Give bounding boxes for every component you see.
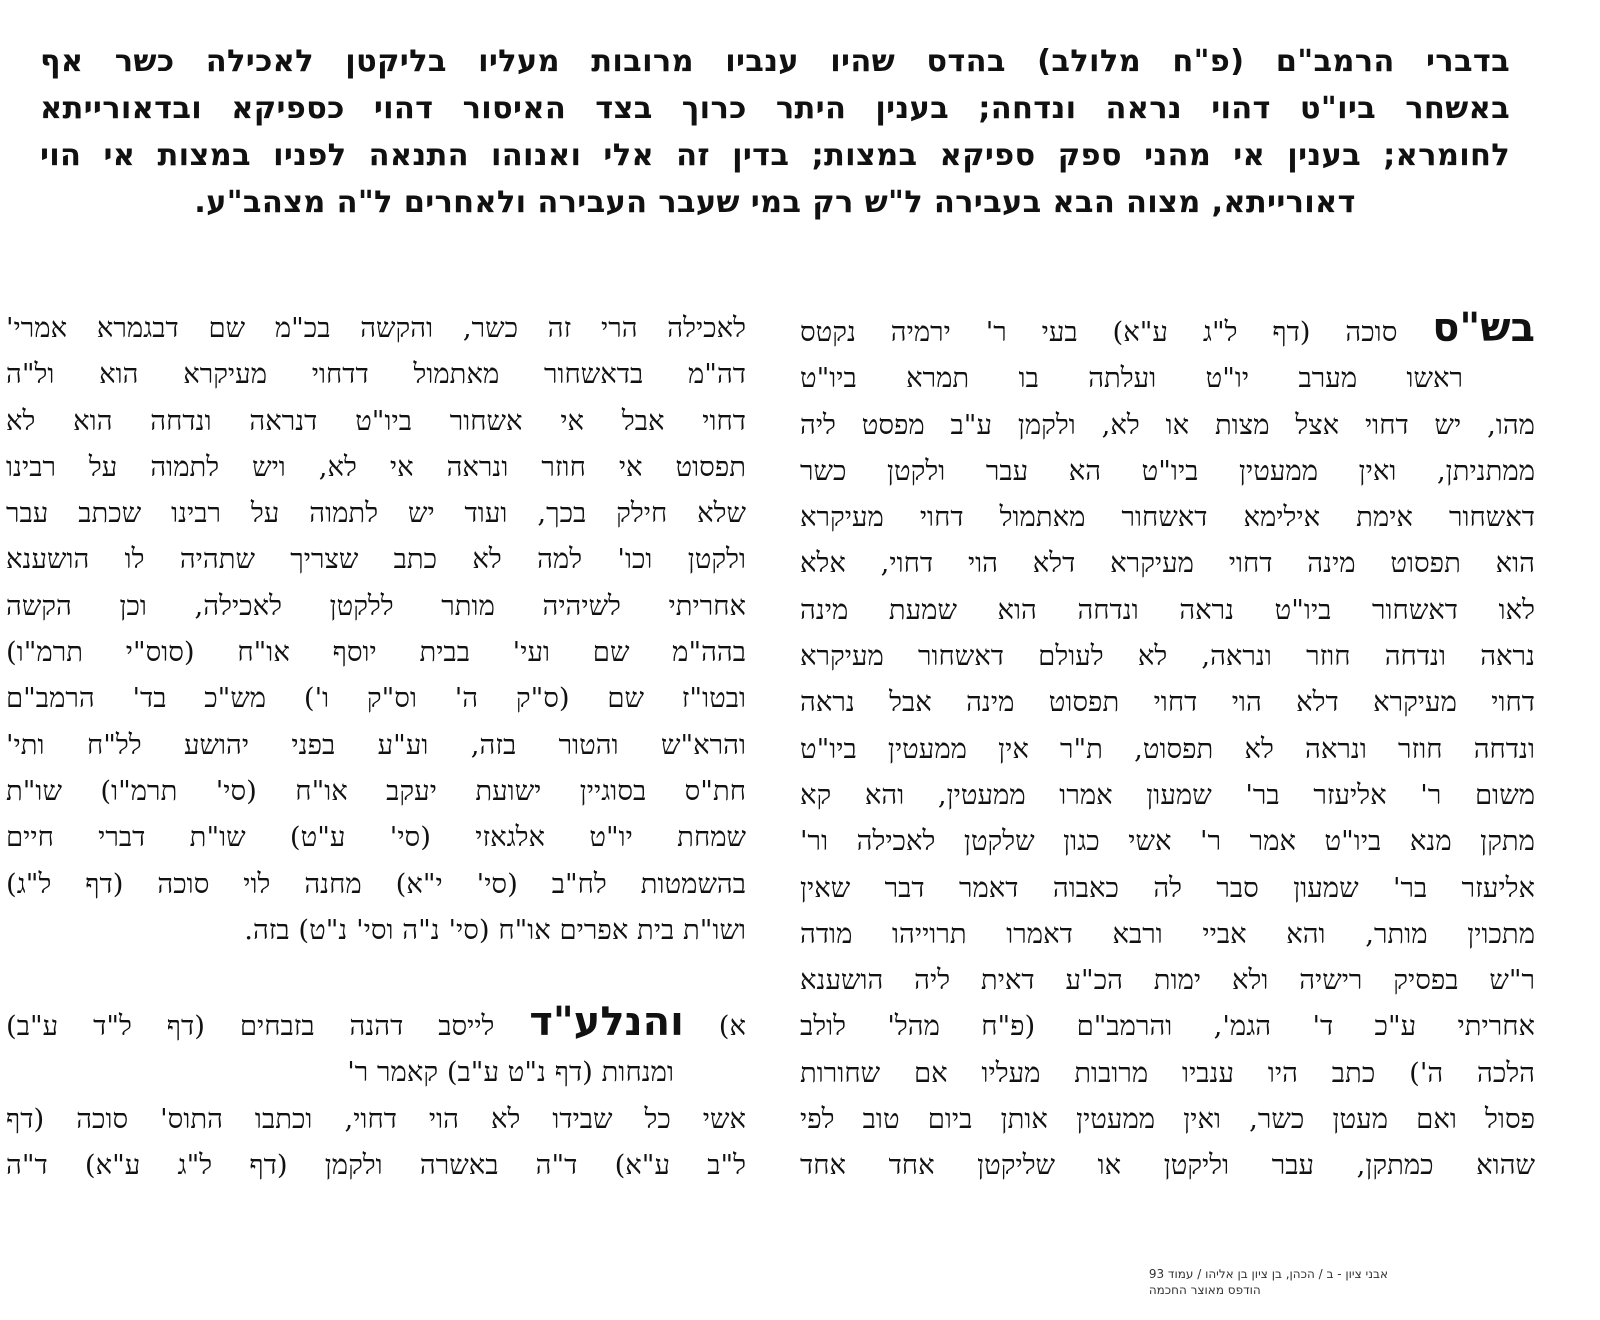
body-line: לאו דאשחור ביו"ט נראה ונדחה הוא שמעת מינה (800, 593, 1535, 626)
chapter-summary (40, 38, 1510, 226)
body-line: נראה ונדחה חוזר ונראה, לא לעולם דאשחור מעיקרא (800, 640, 1535, 673)
body-line: ולקטן וכו' למה לא כתב שצריך שתהיה לו הושענא (6, 543, 746, 576)
body-line: מתקן מנא ביו"ט אמר ר' אשי כגון שלקטן לאכילה ור' (800, 825, 1535, 858)
opening-word: בש"ס (1432, 305, 1535, 351)
section-label: א) (718, 1010, 746, 1043)
body-line: שלא חילק בכך, ועוד יש לתמוה על רבינו שכתב עבר (6, 497, 746, 530)
body-line: אשי כל שבידו לא הוי דחוי, וכתבו התוס' סוכה (דף (6, 1102, 746, 1135)
body-line: ונדחה חוזר ונראה לא תפסוט, ת"ר אין ממעטין ביו"ט (800, 732, 1535, 765)
summary-line: לחומרא; בענין אי מהני ספק ספיקא במצות; בדין זה אלי ואנוהו התנאה לפניו במצות אי הוי (40, 138, 1510, 173)
body-line: שהוא כמתקן, עבר וליקטן או שליקטן אחד אחד (800, 1149, 1535, 1182)
body-line: דה"מ בדאשחור מאתמול דדחוי מעיקרא הוא ול"ה (6, 358, 746, 391)
body-line: ובטו"ז שם (ס"ק ה' וס"ק ו') מש"כ בד' הרמב"ם (6, 682, 746, 715)
body-line: ר"ש בפסיק רישיה ולא ימות הכ"ע דאית ליה הושענא (800, 964, 1535, 997)
body-line: בהה"מ שם ועי' בבית יוסף או"ח (סוס"י תרמ"ו) (6, 636, 746, 669)
footer-printed-from: הודפס מאוצר החכמה (1148, 1283, 1261, 1297)
body-line: חת"ס בסוגיין ישועת יעקב או"ח (סי' תרמ"ו) שו"ת (6, 774, 746, 807)
right-column (800, 305, 1535, 1189)
section-line-text: לייסב דהנה בזבחים (דף ל"ד ע"ב) (6, 1010, 495, 1043)
body-line: ומנחות (דף נ"ט ע"ב) קאמר ר' (347, 1056, 674, 1089)
body-line: אחריתי ע"כ ד' הגמ', והרמב"ם (פ"ח מהל' לולב (800, 1010, 1535, 1043)
body-line: בהשמטות לח"ב (סי' י"א) מחנה לוי סוכה (דף ל"ג) (6, 867, 746, 900)
opening-line-text: סוכה (דף ל"ג ע"א) בעי ר' ירמיה נקטס (800, 316, 1398, 348)
summary-line: בדברי הרמב"ם (פ"ח מלולב) בהדס שהיו ענביו מרובות מעליו בליקטן לאכילה כשר אף (40, 44, 1510, 79)
body-line: הלכה ה') כתב היו ענביו מרובות מעליו אם שחורות (800, 1056, 1535, 1089)
body-line: אליעזר בר' שמעון סבר לה כאבוה דאמר דבר שאין (800, 871, 1535, 904)
page-footer (1149, 1266, 1388, 1298)
body-line: תפסוט אי חוזר ונראה אי לא, ויש לתמוה על רבינו (6, 450, 746, 483)
body-line: הוא תפסוט מינה דחוי מעיקרא דלא הוי דחוי, אלא (800, 547, 1535, 580)
body-line: פסול ואם מעטן כשר, ואין ממעטין אותן ביום טוב לפי (800, 1103, 1535, 1136)
body-line: דחוי מעיקרא דלא הוי דחוי תפסוט מינה אבל נראה (800, 686, 1535, 719)
body-line: ושו"ת בית אפרים או"ח (סי' נ"ה וסי' נ"ט) בזה. (244, 913, 746, 946)
paragraph-gap (6, 953, 746, 999)
body-line: מתכוין מותר, והא אביי ורבא דאמרו תרוייהו מודה (800, 917, 1535, 950)
body-line (800, 305, 1535, 355)
body-line: לאכילה הרי זה כשר, והקשה בכ"מ שם דבגמרא אמרי' (6, 312, 746, 344)
body-line: ממתניתן, ואין ממעטין ביו"ט הא עבר ולקטן כשר (800, 454, 1535, 487)
body-line: ראשו מערב יו"ט ועלתה בו תמרא ביו"ט (800, 362, 1463, 395)
summary-line: דאורייתא, מצוה הבא בעבירה ל"ש רק במי שעבר העבירה ולאחרים ל"ה מצהב"ע. (194, 185, 1356, 220)
body-line: ל"ב ע"א) ד"ה באשרה ולקמן (דף ל"ג ע"א) ד"ה (6, 1149, 746, 1182)
left-column (6, 305, 746, 1188)
section-opening-word: והנלע"ד (529, 999, 684, 1046)
body-line: והרא"ש והטור בזה, וע"ע בפני יהושע לל"ח ותי' (6, 728, 746, 761)
section-heading-line (6, 999, 746, 1049)
body-line: משום ר' אליעזר בר' שמעון אמרו ממעטין, והא קא (800, 778, 1535, 811)
body-line: מהו, יש דחוי אצל מצות או לא, ולקמן ע"ב מפסט ליה (800, 408, 1535, 441)
body-line: דחוי אבל אי אשחור ביו"ט דנראה ונדחה הוא לא (6, 404, 746, 437)
summary-line: באשחר ביו"ט דהוי נראה ונדחה; בענין היתר כרוך בצד האיסור דהוי כספיקא ובדאורייתא (40, 91, 1510, 126)
body-line: שמחת יו"ט אלגאזי (סי' ע"ט) שו"ת דברי חיים (6, 821, 746, 854)
body-line: אחריתי לשיהיה מותר ללקטן לאכילה, וכן הקשה (6, 589, 746, 622)
footer-source: אבני ציון - ב / הכהן, בן ציון בן אליהו / עמוד 93 (1148, 1267, 1388, 1281)
body-line: דאשחור אימת אילימא דאשחור מאתמול דחוי מעיקרא (800, 501, 1535, 534)
